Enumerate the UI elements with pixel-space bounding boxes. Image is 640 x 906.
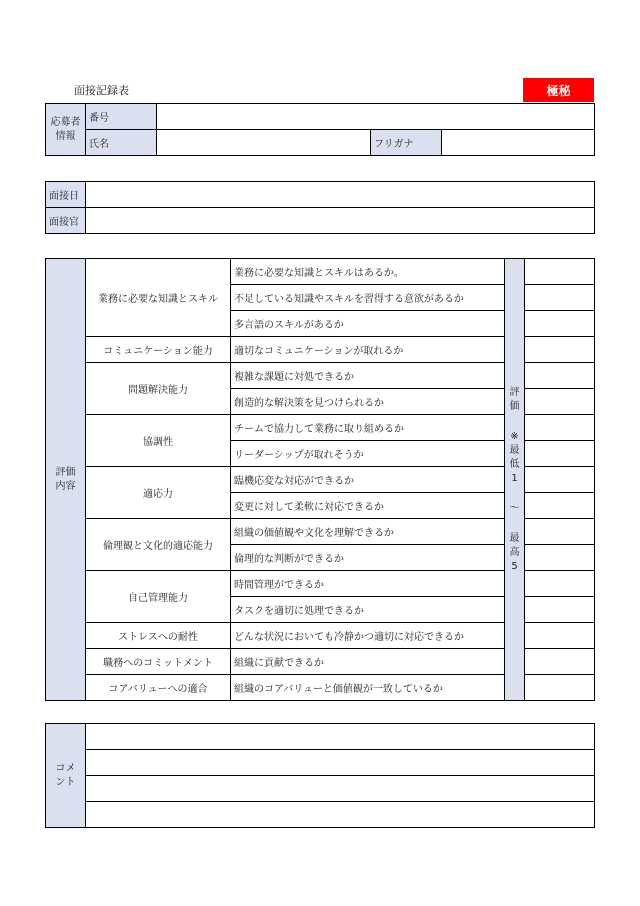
interview-date-label: 面接日 xyxy=(46,182,86,208)
category-label: コミュニケーション能力 xyxy=(86,337,231,363)
category-label: 適応力 xyxy=(86,467,231,519)
name-field[interactable] xyxy=(157,130,371,156)
score-cell[interactable] xyxy=(525,649,595,675)
category-label: ストレスへの耐性 xyxy=(86,623,231,649)
comment-line[interactable] xyxy=(86,776,595,802)
criterion: 変更に対して柔軟に対応できるか xyxy=(231,493,505,519)
score-cell[interactable] xyxy=(525,467,595,493)
interview-date-field[interactable] xyxy=(86,182,595,208)
evaluation-section-label: 評価 内容 xyxy=(46,259,86,701)
furigana-field[interactable] xyxy=(442,130,595,156)
criterion: どんな状況においても冷静かつ適切に対応できるか xyxy=(231,623,505,649)
comment-section-label: コメ ント xyxy=(46,724,86,828)
category-label: 自己管理能力 xyxy=(86,571,231,623)
comment-line[interactable] xyxy=(86,802,595,828)
category-label: 職務へのコミットメント xyxy=(86,649,231,675)
score-cell[interactable] xyxy=(525,389,595,415)
score-cell[interactable] xyxy=(525,623,595,649)
score-cell[interactable] xyxy=(525,519,595,545)
criterion: チームで協力して業務に取り組めるか xyxy=(231,415,505,441)
confidential-badge: 極秘 xyxy=(523,78,594,102)
category-label: 協調性 xyxy=(86,415,231,467)
criterion: タスクを適切に処理できるか xyxy=(231,597,505,623)
criterion: 不足している知識やスキルを習得する意欲があるか xyxy=(231,285,505,311)
name-label: 氏名 xyxy=(86,130,157,156)
evaluation-table xyxy=(45,258,595,701)
comment-table xyxy=(45,723,595,828)
interviewer-label: 面接官 xyxy=(46,208,86,234)
score-cell[interactable] xyxy=(525,545,595,571)
score-cell[interactable] xyxy=(525,311,595,337)
score-cell[interactable] xyxy=(525,285,595,311)
score-cell[interactable] xyxy=(525,493,595,519)
criterion: 組織に貢献できるか xyxy=(231,649,505,675)
criterion: 組織の価値観や文化を理解できるか xyxy=(231,519,505,545)
criterion: 複雑な課題に対処できるか xyxy=(231,363,505,389)
score-cell[interactable] xyxy=(525,441,595,467)
comment-line[interactable] xyxy=(86,750,595,776)
number-label: 番号 xyxy=(86,104,157,130)
score-cell[interactable] xyxy=(525,597,595,623)
criterion: 適切なコミュニケーションが取れるか xyxy=(231,337,505,363)
interviewer-field[interactable] xyxy=(86,208,595,234)
applicant-section-label: 応募者 情報 xyxy=(46,104,86,156)
category-label: コアバリューへの適合 xyxy=(86,675,231,701)
criterion: 倫理的な判断ができるか xyxy=(231,545,505,571)
number-field[interactable] xyxy=(157,104,595,130)
criterion: 多言語のスキルがあるか xyxy=(231,311,505,337)
score-cell[interactable] xyxy=(525,363,595,389)
page-title: 面接記録表 xyxy=(74,84,129,97)
score-cell[interactable] xyxy=(525,259,595,285)
category-label: 倫理観と文化的適応能力 xyxy=(86,519,231,571)
score-cell[interactable] xyxy=(525,675,595,701)
comment-line[interactable] xyxy=(86,724,595,750)
score-cell[interactable] xyxy=(525,571,595,597)
applicant-info-table xyxy=(45,103,595,156)
score-cell[interactable] xyxy=(525,337,595,363)
criterion: 時間管理ができるか xyxy=(231,571,505,597)
score-note: 評 価 ※ 最 低 1 〜 最 高 5 xyxy=(505,259,525,701)
criterion: リーダーシップが取れそうか xyxy=(231,441,505,467)
criterion: 組織のコアバリューと価値観が一致しているか xyxy=(231,675,505,701)
criterion: 臨機応変な対応ができるか xyxy=(231,467,505,493)
category-label: 問題解決能力 xyxy=(86,363,231,415)
score-cell[interactable] xyxy=(525,415,595,441)
criterion: 業務に必要な知識とスキルはあるか。 xyxy=(231,259,505,285)
interview-info-table xyxy=(45,181,595,234)
criterion: 創造的な解決策を見つけられるか xyxy=(231,389,505,415)
furigana-label: フリガナ xyxy=(371,130,442,156)
category-label: 業務に必要な知識とスキル xyxy=(86,259,231,337)
